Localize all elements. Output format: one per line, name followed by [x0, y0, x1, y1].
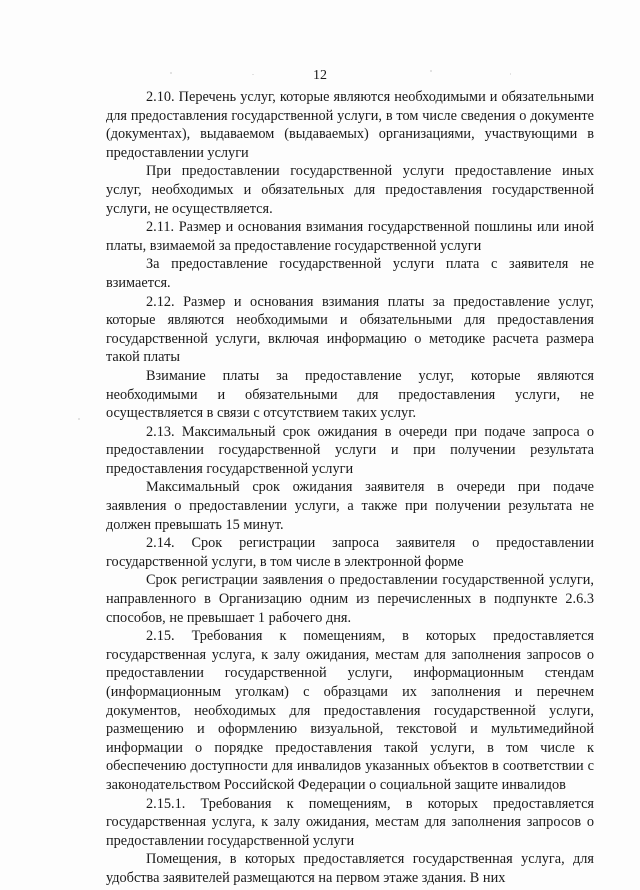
paragraph: За предоставление государственной услуги плата с заявителя не взимается. [106, 256, 594, 291]
paragraph: Взимание платы за предоставление услуг, которые являются необходимыми и обязательными для предоставления услуги, не осуществляется в связи с отсутствием таких услуг. [106, 367, 594, 422]
section-heading-2-15-1: 2.15.1. Требования к помещениям, в которых предоставляется государственная услуга, к залу ожидания, местам для заполнения запросов о предоставлении государственной услуги [106, 795, 594, 849]
paragraph: При предоставлении государственной услуги предоставление иных услуг, необходимых и обязательных для предоставления государственной услуги, не осуществляется. [106, 163, 594, 217]
scan-speck [170, 72, 172, 74]
scan-speck [78, 418, 80, 420]
section-heading-2-14: 2.14. Срок регистрации запроса заявителя о предоставлении государственной услуги, в том числе в электронной форме [106, 535, 594, 570]
paragraph: Максимальный срок ожидания заявителя в очереди при подаче заявления о предоставлении услуги, а также при получении результата не должен превышать 15 минут. [106, 479, 594, 533]
section-heading-2-13: 2.13. Максимальный срок ожидания в очереди при подаче запроса о предоставлении государственной услуги и при получении результата предоставления государственной услуги [106, 423, 594, 477]
page-number: 12 [313, 68, 327, 83]
scan-speck [430, 70, 432, 72]
section-heading-2-15: 2.15. Требования к помещениям, в которых предоставляется государственная услуга, к залу ожидания, местам для заполнения запросов о предоставлении государственной услуги, информационным стендам (информационным уголкам) с образцами их заполнения и перечнем документов, необходимых для предоставления государственной услуги, размещению и оформлению визуальной, текстовой и мультимедийной информации о порядке предоставления такой услуги, в том числе к обеспечению доступности для инвалидов указанных объектов в соответствии с законодательством Российской Федерации о социальной защите инвалидов [106, 628, 594, 793]
section-heading-2-10: 2.10. Перечень услуг, которые являются необходимыми и обязательными для предоставления государственной услуги, в том числе сведения о документе (документах), выдаваемом (выдаваемых) организациями, участвующими в предоставлении услуги [106, 89, 594, 161]
section-heading-2-11: 2.11. Размер и основания взимания государственной пошлины или иной платы, взимаемой за предоставление государственной услуги [106, 219, 594, 254]
paragraph: Помещения, в которых предоставляется государственная услуга, для удобства заявителей размещаются на первом этаже здания. В них [106, 851, 594, 886]
document-body [106, 88, 594, 888]
section-heading-2-12: 2.12. Размер и основания взимания платы за предоставление услуг, которые являются необходимыми и обязательными для предоставления государственной услуги, включая информацию о методике расчета размера такой платы [106, 293, 594, 366]
scan-speck [510, 73, 511, 75]
scan-speck [252, 74, 254, 75]
paragraph: Срок регистрации заявления о предоставлении государственной услуги, направленного в Организацию одним из перечисленных в подпункте 2.6.3 способов, не превышает 1 рабочего дня. [106, 572, 594, 626]
